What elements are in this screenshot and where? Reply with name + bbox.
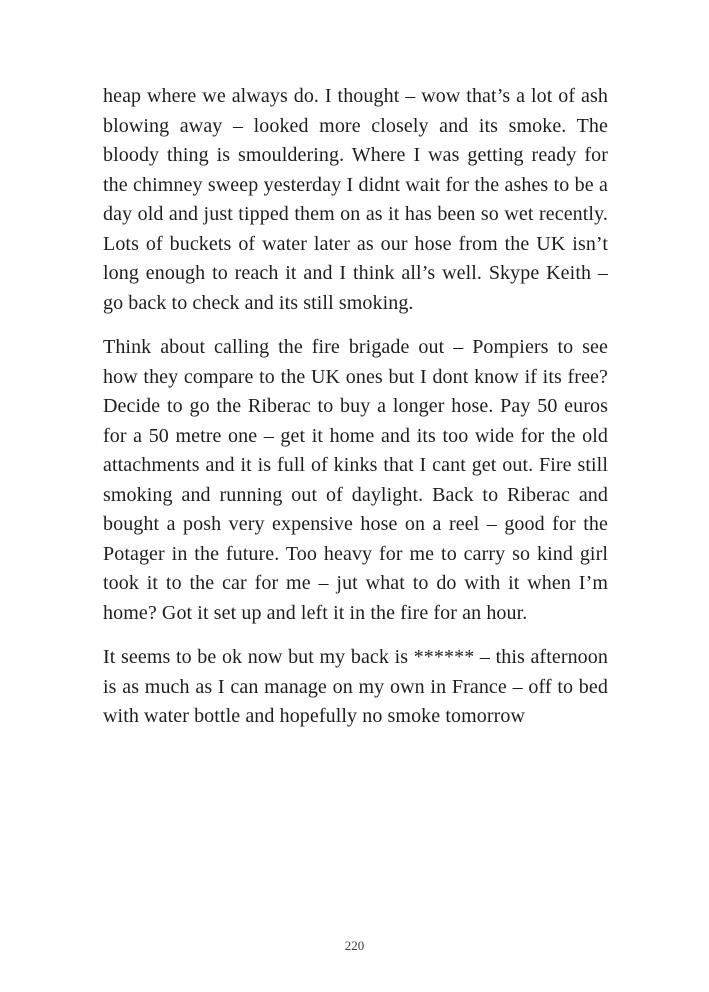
paragraph: It seems to be ok now but my back is ****** – this afternoon is as much as I can manage on my own in France – off to bed with water bottle and hopefully no smoke tomorrow [103,646,608,727]
paragraph: heap where we always do. I thought – wow that’s a lot of ash blowing away – looked more closely and its smoke. The bloody thing is smouldering. Where I was getting ready for the chimney sweep yesterday I didnt wait for the ashes to be a day old and just tipped them on as it has been so wet recently. Lots of buckets of water later as our hose from the UK isn’t long enough to reach it and I think all’s well. Skype Keith – go back to check and its still smoking. [103,85,608,314]
page-number: 220 [344,938,365,953]
page-content [103,82,608,747]
paragraph: Think about calling the fire brigade out – Pompiers to see how they compare to the UK ones but I dont know if its free? Decide to go the Riberac to buy a longer hose. Pay 50 euros for a 50 metre one – get it home and its too wide for the old attachments and it is full of kinks that I cant get out. Fire still smoking and running out of daylight. Back to Riberac and bought a posh very expensive hose on a reel – good for the Potager in the future. Too heavy for me to carry so kind girl took it to the car for me – jut what to do with it when I’m home? Got it set up and left it in the fire for an hour. [103,336,608,624]
